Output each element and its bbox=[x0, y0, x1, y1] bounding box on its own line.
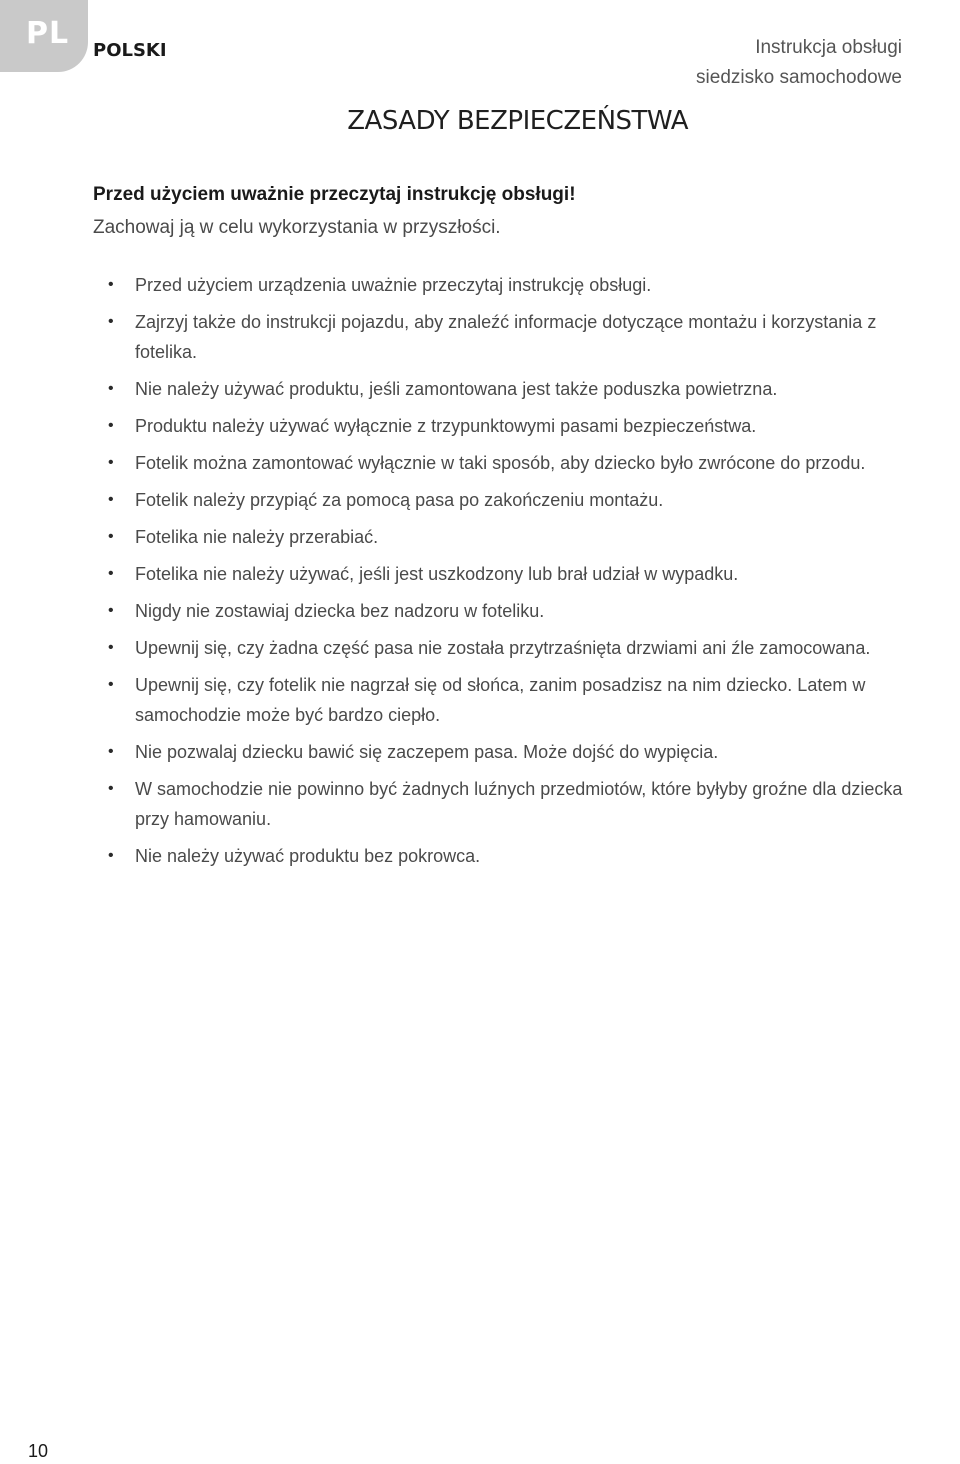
safety-rule-item bbox=[108, 522, 908, 552]
section-title: ZASADY BEZPIECZEŃSTWA bbox=[347, 106, 688, 136]
intro-block bbox=[93, 178, 913, 244]
language-code: PL bbox=[26, 16, 70, 51]
safety-rule-text: Upewnij się, czy fotelik nie nagrzał się od słońca, zanim posadzisz na nim dziecko. Latem w samochodzie może być bardzo ciepło. bbox=[135, 675, 866, 725]
bullet-icon: • bbox=[108, 602, 114, 619]
safety-rule-text: Fotelik można zamontować wyłącznie w taki sposób, aby dziecko było zwrócone do przodu. bbox=[135, 453, 866, 473]
bullet-icon: • bbox=[108, 417, 114, 434]
language-label: POLSKI bbox=[93, 40, 167, 61]
language-tab bbox=[0, 0, 88, 72]
header-title: Instrukcja obsługi bbox=[755, 37, 902, 58]
safety-rule-item bbox=[108, 270, 908, 300]
bullet-icon: • bbox=[108, 491, 114, 508]
safety-rule-text: Nigdy nie zostawiaj dziecka bez nadzoru w foteliku. bbox=[135, 601, 545, 621]
header-subtitle: siedzisko samochodowe bbox=[696, 67, 902, 88]
safety-rule-item bbox=[108, 633, 908, 663]
safety-rule-item bbox=[108, 559, 908, 589]
safety-rule-item bbox=[108, 670, 908, 730]
bullet-icon: • bbox=[108, 676, 114, 693]
safety-rule-text: Nie należy używać produktu, jeśli zamontowana jest także poduszka powietrzna. bbox=[135, 379, 778, 399]
bullet-icon: • bbox=[108, 847, 114, 864]
safety-rule-text: Nie należy używać produktu bez pokrowca. bbox=[135, 846, 481, 866]
page-number: 10 bbox=[28, 1441, 49, 1461]
safety-rules-list bbox=[108, 270, 908, 878]
safety-rule-item bbox=[108, 411, 908, 441]
safety-rule-item bbox=[108, 841, 908, 871]
safety-rule-item bbox=[108, 448, 908, 478]
intro-warning: Przed użyciem uważnie przeczytaj instrukcję obsługi! bbox=[93, 184, 576, 205]
safety-rule-text: Nie pozwalaj dziecku bawić się zaczepem pasa. Może dojść do wypięcia. bbox=[135, 742, 719, 762]
safety-rule-text: W samochodzie nie powinno być żadnych luźnych przedmiotów, które byłyby groźne dla dziecka przy hamowaniu. bbox=[135, 779, 903, 829]
safety-rule-text: Zajrzyj także do instrukcji pojazdu, aby znaleźć informacje dotyczące montażu i korzystania z fotelika. bbox=[135, 312, 877, 362]
bullet-icon: • bbox=[108, 639, 114, 656]
bullet-icon: • bbox=[108, 743, 114, 760]
bullet-icon: • bbox=[108, 313, 114, 330]
safety-rule-text: Przed użyciem urządzenia uważnie przeczytaj instrukcję obsługi. bbox=[135, 275, 652, 295]
safety-rule-item bbox=[108, 737, 908, 767]
bullet-icon: • bbox=[108, 276, 114, 293]
safety-rule-text: Fotelika nie należy używać, jeśli jest uszkodzony lub brał udział w wypadku. bbox=[135, 564, 739, 584]
safety-rule-item bbox=[108, 307, 908, 367]
safety-rule-text: Fotelika nie należy przerabiać. bbox=[135, 527, 379, 547]
bullet-icon: • bbox=[108, 454, 114, 471]
safety-rule-item bbox=[108, 774, 908, 834]
bullet-icon: • bbox=[108, 565, 114, 582]
safety-rule-text: Produktu należy używać wyłącznie z trzypunktowymi pasami bezpieczeństwa. bbox=[135, 416, 757, 436]
safety-rule-item bbox=[108, 596, 908, 626]
document-header bbox=[600, 33, 902, 93]
safety-rule-text: Fotelik należy przypiąć za pomocą pasa po zakończeniu montażu. bbox=[135, 490, 664, 510]
bullet-icon: • bbox=[108, 528, 114, 545]
intro-note: Zachowaj ją w celu wykorzystania w przyszłości. bbox=[93, 217, 501, 238]
bullet-icon: • bbox=[108, 380, 114, 397]
bullet-icon: • bbox=[108, 780, 114, 797]
safety-rule-item bbox=[108, 374, 908, 404]
safety-rule-item bbox=[108, 485, 908, 515]
safety-rule-text: Upewnij się, czy żadna część pasa nie została przytrzaśnięta drzwiami ani źle zamocowana. bbox=[135, 638, 871, 658]
